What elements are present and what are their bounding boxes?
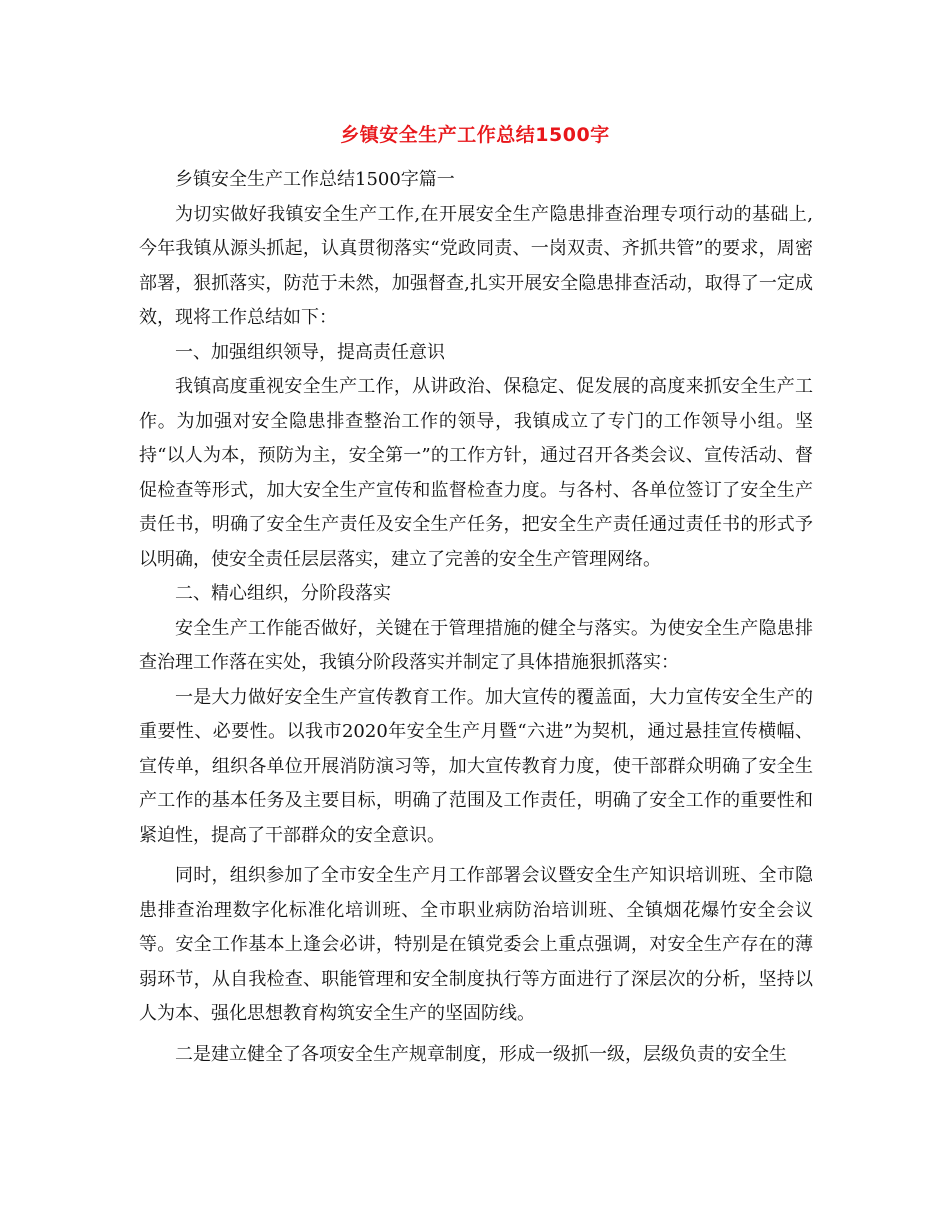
intro-paragraph: 为切实做好我镇安全生产工作,在开展安全生产隐患排查治理专项行动的基础上,今年我镇从源头抓起，认真贯彻落实“党政同责、一岗双责、齐抓共管”的要求，周密部署，狠抓落实，防范于未然，加强督查,扎实开展安全隐患排查活动，取得了一定成效，现将工作总结如下：: [139, 203, 813, 328]
document-title: 乡镇安全生产工作总结1500字: [340, 124, 610, 146]
section-heading-1: 一、加强组织领导，提高责任意识: [175, 341, 445, 363]
section-heading-part-one: 乡镇安全生产工作总结1500字篇一: [175, 169, 455, 190]
paragraph-regulations: 二是建立健全了各项安全生产规章制度，形成一级抓一级，层级负责的安全生: [175, 1043, 787, 1065]
paragraph-training: 同时，组织参加了全市安全生产月工作部署会议暨安全生产知识培训班、全市隐患排查治理数字化标准化培训班、全市职业病防治培训班、全镇烟花爆竹安全会议等。安全工作基本上逢会必讲，特别是在镇党委会上重点强调，对安全生产存在的薄弱环节，从自我检查、职能管理和安全制度执行等方面进行了深层次的分析，坚持以人为本、强化思想教育构筑安全生产的坚固防线。: [139, 865, 813, 1024]
paragraph-leadership: 我镇高度重视安全生产工作，从讲政治、保稳定、促发展的高度来抓安全生产工作。为加强对安全隐患排查整治工作的领导，我镇成立了专门的工作领导小组。坚持“以人为本，预防为主，安全第一”的工作方针，通过召开各类会议、宣传活动、督促检查等形式，加大安全生产宣传和监督检查力度。与各村、各单位签订了安全生产责任书，明确了安全生产责任及安全生产任务，把安全生产责任通过责任书的形式予以明确，使安全责任层层落实，建立了完善的安全生产管理网络。: [139, 376, 813, 570]
document-body: [139, 163, 813, 1072]
section-heading-2: 二、精心组织，分阶段落实: [175, 583, 391, 604]
paragraph-measures: 安全生产工作能否做好，关键在于管理措施的健全与落实。为使安全生产隐患排查治理工作落在实处，我镇分阶段落实并制定了具体措施狠抓落实：: [139, 617, 813, 673]
paragraph-publicity: 一是大力做好安全生产宣传教育工作。加大宣传的覆盖面，大力宣传安全生产的重要性、必要性。以我市2020年安全生产月暨“六进”为契机，通过悬挂宣传横幅、宣传单，组织各单位开展消防演习等，加大宣传教育力度，使干部群众明确了安全生产工作的基本任务及主要目标，明确了范围及工作责任，明确了安全工作的重要性和紧迫性，提高了干部群众的安全意识。: [139, 686, 813, 846]
